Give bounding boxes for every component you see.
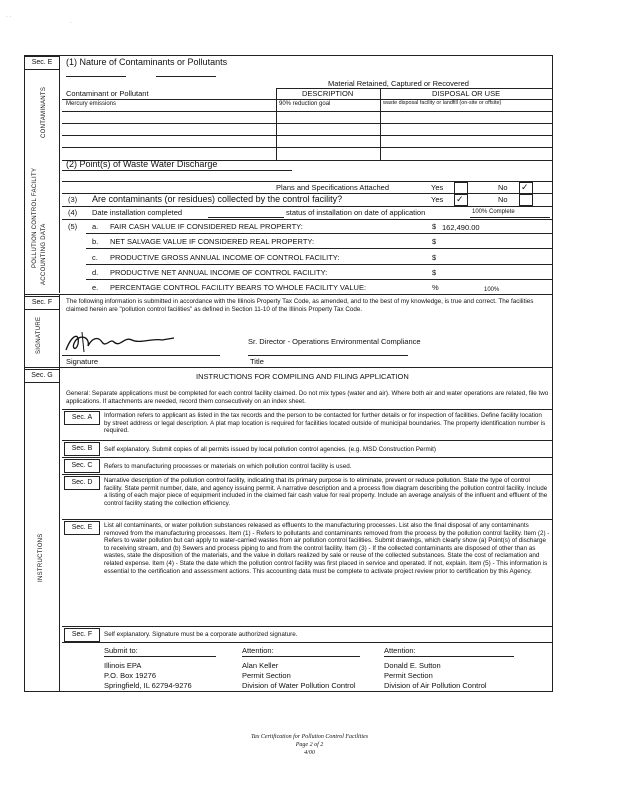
signer-title: Sr. Director - Operations Environmental Compliance xyxy=(248,337,421,346)
instr-sec-b-label: Sec. B xyxy=(64,442,100,456)
instr-sec-e-text: List all contaminants, or water pollution substances released as effluents to the manufacturing processes. List also the final disposal of any contaminants removed from the manufacturing processes. Item (1) - Refers to pollutants and contaminants removed from the process by the pollution control facility. Item (2) - Refers to water pollution but can apply to water-carried wastes from air pollution control facilities. Submit drawings, which clearly show (a) Point(s) of discharge to receiving stream, and (b) Sewers and process piping to and from the control facility. Item (3) - If the collected contaminants are disposed of other than as wastes, state the disposition of the materials, and the value in dollars realized by sale or reuse of the collected substances. State the cost of reclamation and related expense. Item (4) - State the date which the pollution control facility was first placed in service and operated. If not, explain. Item (5) - This information is essential to the certification and assessment actions. This accounting data must be complete to activate project review prior to certification by this Agency. xyxy=(104,522,550,575)
addr1-line1: Illinois EPA xyxy=(104,661,142,670)
contaminants-title: (1) Nature of Contaminants or Pollutants xyxy=(66,57,228,67)
row1-description: 90% reduction goal xyxy=(279,101,331,107)
submit-to-label: Submit to: xyxy=(104,646,138,655)
q5-number: (5) xyxy=(68,222,78,231)
item-c-text: PRODUCTIVE GROSS ANNUAL INCOME OF CONTROL FACILITY: xyxy=(110,253,340,262)
instr-sec-c-label: Sec. C xyxy=(64,459,100,473)
sec-f-label: Sec. F xyxy=(24,296,60,310)
instr-sec-a-text: Information refers to applicant as listed in the tax records and the person to be contacted for further details or for inspection of facilities. Define facility location by street address or legal description. A plat map location is required for facilities located outside of municipal boundaries. The property identification number is required. xyxy=(104,412,546,435)
sec-g-label: Sec. G xyxy=(24,369,60,383)
item-e-value: 100% xyxy=(484,287,500,293)
sec-e-label: Sec. E xyxy=(24,56,60,70)
signature-label: Signature xyxy=(66,357,99,366)
check-mark-icon: ✓ xyxy=(456,194,464,204)
addr3-line3: Division of Air Pollution Control xyxy=(384,681,487,690)
side-label-instructions: INSTRUCTIONS xyxy=(38,533,44,582)
row1-disposal: waste disposal facility or landfill (on-site or offsite) xyxy=(383,100,502,106)
item-a-value: 162,490.00 xyxy=(442,223,480,232)
footer-page-number: Page 2 of 2 xyxy=(295,742,324,748)
row1-contaminant: Mercury emissions xyxy=(66,101,117,107)
scan-mark: · xyxy=(70,20,72,26)
plans-yes-label: Yes xyxy=(431,183,444,192)
addr3-line1: Donald E. Sutton xyxy=(384,661,441,670)
item-a-letter: a. xyxy=(92,222,99,231)
plans-question: Plans and Specifications Attached xyxy=(276,183,389,192)
side-label-accounting: ACCOUNTING DATA xyxy=(41,223,47,285)
item-c-currency: $ xyxy=(432,253,437,262)
attention-label-2: Attention: xyxy=(384,646,416,655)
item-b-text: NET SALVAGE VALUE IF CONSIDERED REAL PROPERTY: xyxy=(110,237,315,246)
certification-statement: The following information is submitted in accordance with the Illinois Property Tax Code, as amended, and to the best of my knowledge, is true and correct. The facilities claimed herein are "pollution control facilities" as defined in Section 11-10 of the Illinois Property Tax Code. xyxy=(66,298,534,313)
item-a-currency: $ xyxy=(432,222,437,231)
item-d-text: PRODUCTIVE NET ANNUAL INCOME OF CONTROL FACILITY: xyxy=(110,268,328,277)
instr-sec-a-label: Sec. A xyxy=(64,411,100,425)
addr2-line2: Permit Section xyxy=(242,671,291,680)
item-a-text: FAIR CASH VALUE IF CONSIDERED REAL PROPERTY: xyxy=(110,222,303,231)
q3-no-checkbox[interactable] xyxy=(519,194,533,206)
handwritten-signature xyxy=(62,328,182,356)
item-b-currency: $ xyxy=(432,237,437,246)
discharge-title: (2) Point(s) of Waste Water Discharge xyxy=(66,159,218,169)
item-c-letter: c. xyxy=(92,253,98,262)
plans-no-label: No xyxy=(498,183,508,192)
q3-yes-label: Yes xyxy=(431,195,444,204)
item-e-currency: % xyxy=(432,283,439,292)
footer-form-title: Tax Certification for Pollution Control Facilities xyxy=(250,734,369,740)
q4-status-value: 100% Complete xyxy=(472,209,515,215)
addr1-line3: Springfield, IL 62794-9276 xyxy=(104,681,192,690)
instr-sec-e-label: Sec. E xyxy=(64,521,100,535)
col-description: DESCRIPTION xyxy=(302,89,354,98)
scan-mark: · · xyxy=(6,14,12,20)
item-d-currency: $ xyxy=(432,268,437,277)
q3-question: Are contaminants (or residues) collected by the control facility? xyxy=(92,194,343,204)
item-e-text: PERCENTAGE CONTROL FACILITY BEARS TO WHOLE FACILITY VALUE: xyxy=(110,283,367,292)
addr2-line1: Alan Keller xyxy=(242,661,279,670)
item-b-letter: b. xyxy=(92,237,99,246)
instr-sec-c-text: Refers to manufacturing processes or materials on which pollution control facility is used. xyxy=(104,463,352,470)
instr-sec-f-text: Self explanatory. Signature must be a corporate authorized signature. xyxy=(104,631,298,638)
instr-sec-d-text: Narrative description of the pollution control facility, indicating that its primary purpose is to eliminate, prevent or reduce pollution. State the type of control facility. State permit number, date, and agency issuing permit. A narrative description and a process flow diagram describing the pollution control facility. Include a listing of each major piece of equipment included in the claimed fair cash value for real property. Include an average analysis of the influent and effluent of the control facility stating the collection efficiency. xyxy=(104,477,548,507)
q3-number: (3) xyxy=(68,195,78,204)
col-disposal: DISPOSAL OR USE xyxy=(432,89,501,98)
col-contaminant: Contaminant or Pollutant xyxy=(66,89,149,98)
title-label: Title xyxy=(250,357,264,366)
item-e-letter: e. xyxy=(92,283,99,292)
instr-sec-d-label: Sec. D xyxy=(64,476,100,490)
addr2-line3: Division of Water Pollution Control xyxy=(242,681,356,690)
q4-status-label: status of installation on date of application xyxy=(286,208,426,217)
addr1-line2: P.O. Box 19276 xyxy=(104,671,156,680)
footer-revision: 4/00 xyxy=(304,750,315,756)
instr-sec-b-text: Self explanatory. Submit copies of all permits issued by local pollution control agencies. (e.g. MSD Construction Permit) xyxy=(104,446,437,453)
q4-number: (4) xyxy=(68,208,78,217)
check-mark-icon: ✓ xyxy=(521,182,529,192)
instructions-heading: INSTRUCTIONS FOR COMPILING AND FILING APPLICATION xyxy=(196,372,409,381)
material-header: Material Retained, Captured or Recovered xyxy=(328,79,469,88)
side-label-pollution-control: POLLUTION CONTROL FACILITY xyxy=(32,167,38,268)
item-d-letter: d. xyxy=(92,268,99,277)
attention-label-1: Attention: xyxy=(242,646,274,655)
side-label-contaminants: CONTAMINANTS xyxy=(41,86,47,138)
general-instructions: General: Separate applications must be completed for each control facility claimed. Do not mix types (water and air). Where both air and water operations are related, file two applications. If attachments are needed, record them consecutively on an index sheet. xyxy=(66,390,549,405)
q3-no-label: No xyxy=(498,195,508,204)
side-label-signature: SIGNATURE xyxy=(36,316,42,354)
q4-date-label: Date installation completed xyxy=(92,208,183,217)
instr-sec-f-label: Sec. F xyxy=(64,628,100,642)
addr3-line2: Permit Section xyxy=(384,671,433,680)
